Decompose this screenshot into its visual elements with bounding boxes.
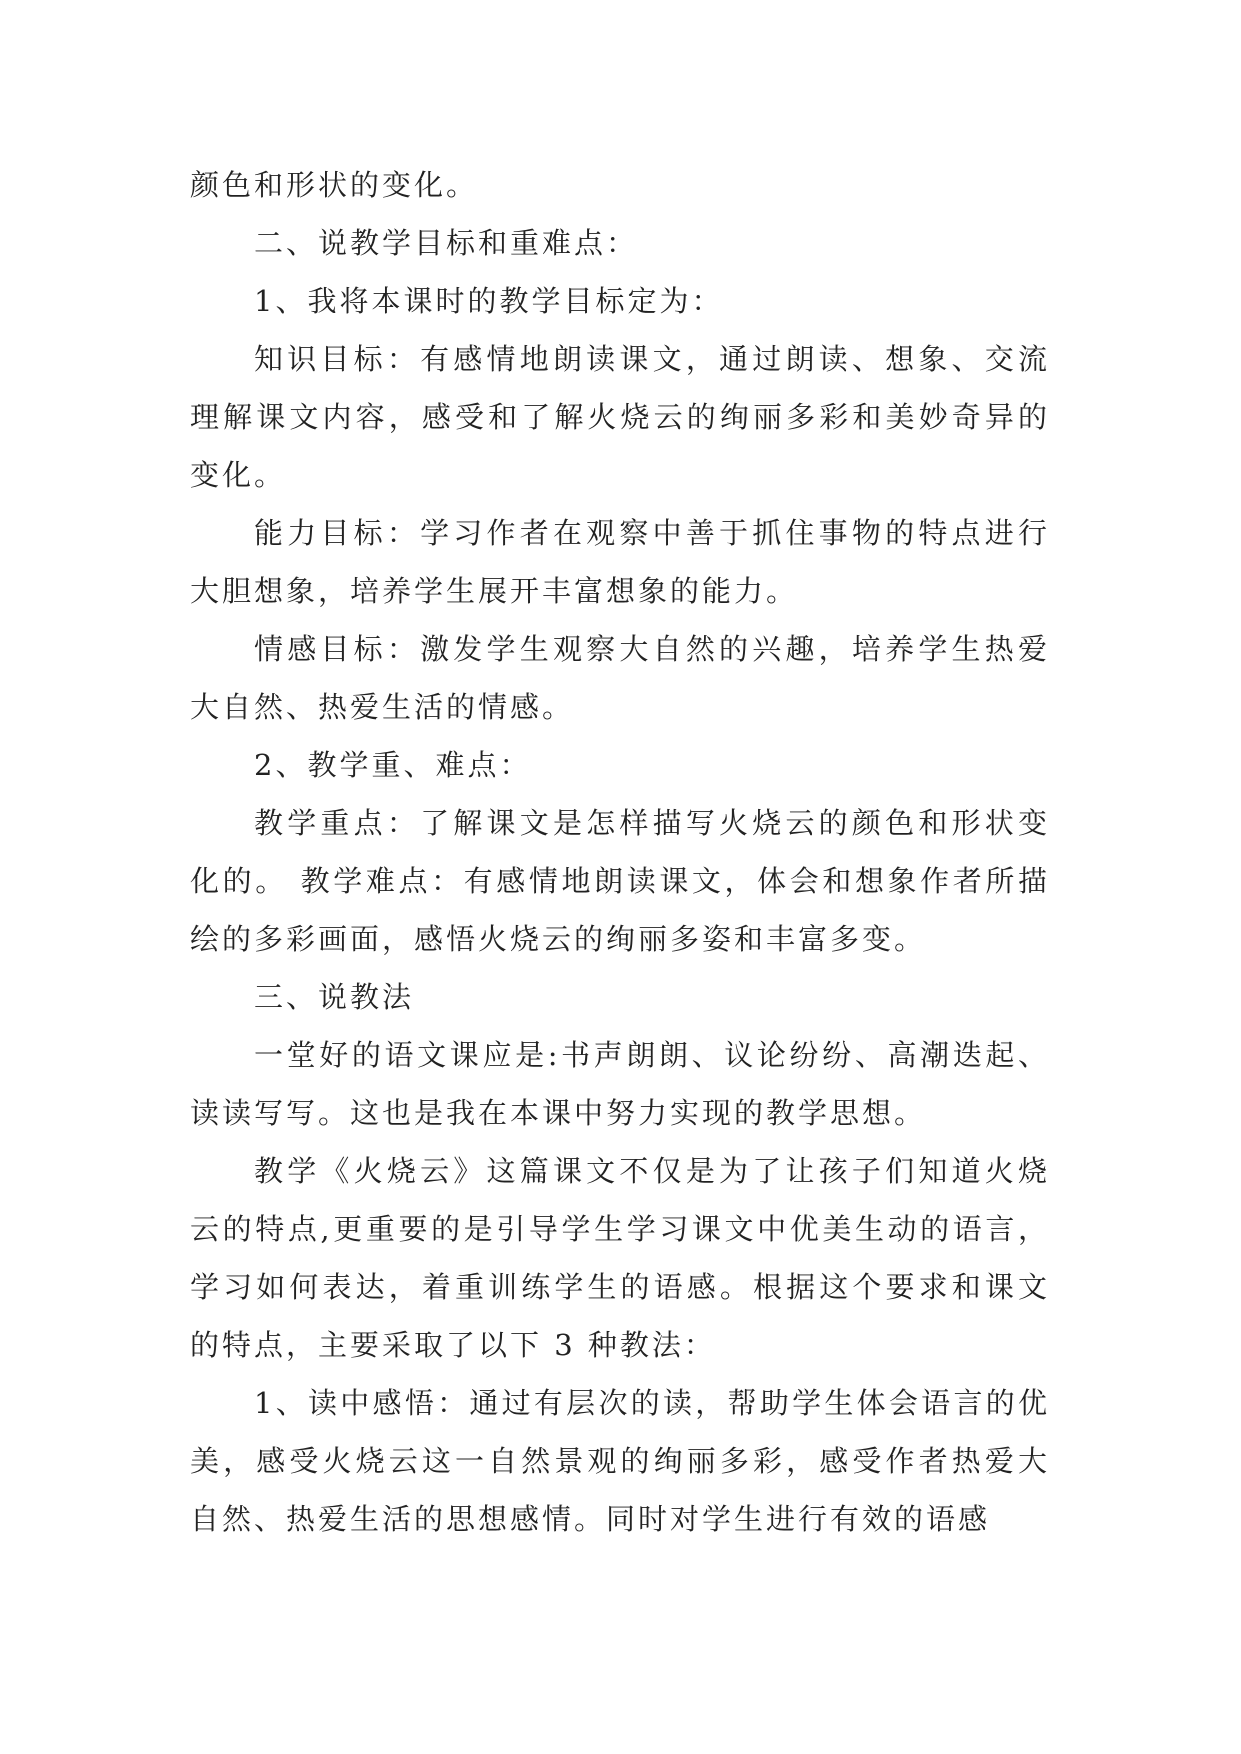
paragraph-teaching-purpose: 教学《火烧云》这篇课文不仅是为了让孩子们知道火烧云的特点,更重要的是引导学生学习课文中优美生动的语言，学习如何表达，着重训练学生的语感。根据这个要求和课文的特点，主要采取了以下 3 种教法： bbox=[190, 1154, 1050, 1362]
paragraph-continuation: 颜色和形状的变化。 bbox=[190, 168, 479, 202]
paragraph-key-difficult-points: 教学重点：了解课文是怎样描写火烧云的颜色和形状变化的。 教学难点：有感情地朗读课文，体会和想象作者所描绘的多彩画面，感悟火烧云的绚丽多姿和丰富多变。 bbox=[190, 806, 1050, 956]
paragraph-ability-goal: 能力目标：学习作者在观察中善于抓住事物的特点进行大胆想象，培养学生展开丰富想象的能力。 bbox=[190, 516, 1050, 608]
subheading-key-points: 2、教学重、难点： bbox=[254, 748, 532, 782]
paragraph-good-lesson: 一堂好的语文课应是:书声朗朗、议论纷纷、高潮迭起、读读写写。这也是我在本课中努力实现的教学思想。 bbox=[190, 1038, 1050, 1130]
paragraph-method-reading: 1、读中感悟：通过有层次的读，帮助学生体会语言的优美，感受火烧云这一自然景观的绚丽多彩，感受作者热爱大自然、热爱生活的思想感情。同时对学生进行有效的语感 bbox=[190, 1386, 1050, 1536]
subheading-teaching-goals: 1、我将本课时的教学目标定为： bbox=[254, 284, 724, 318]
section-heading-objectives: 二、说教学目标和重难点： bbox=[254, 226, 639, 260]
section-heading-methods: 三、说教法 bbox=[254, 980, 415, 1014]
paragraph-knowledge-goal: 知识目标：有感情地朗读课文，通过朗读、想象、交流理解课文内容，感受和了解火烧云的绚丽多彩和美妙奇异的变化。 bbox=[190, 342, 1050, 492]
document-body bbox=[190, 156, 1050, 1548]
paragraph-emotion-goal: 情感目标：激发学生观察大自然的兴趣，培养学生热爱大自然、热爱生活的情感。 bbox=[190, 632, 1050, 724]
